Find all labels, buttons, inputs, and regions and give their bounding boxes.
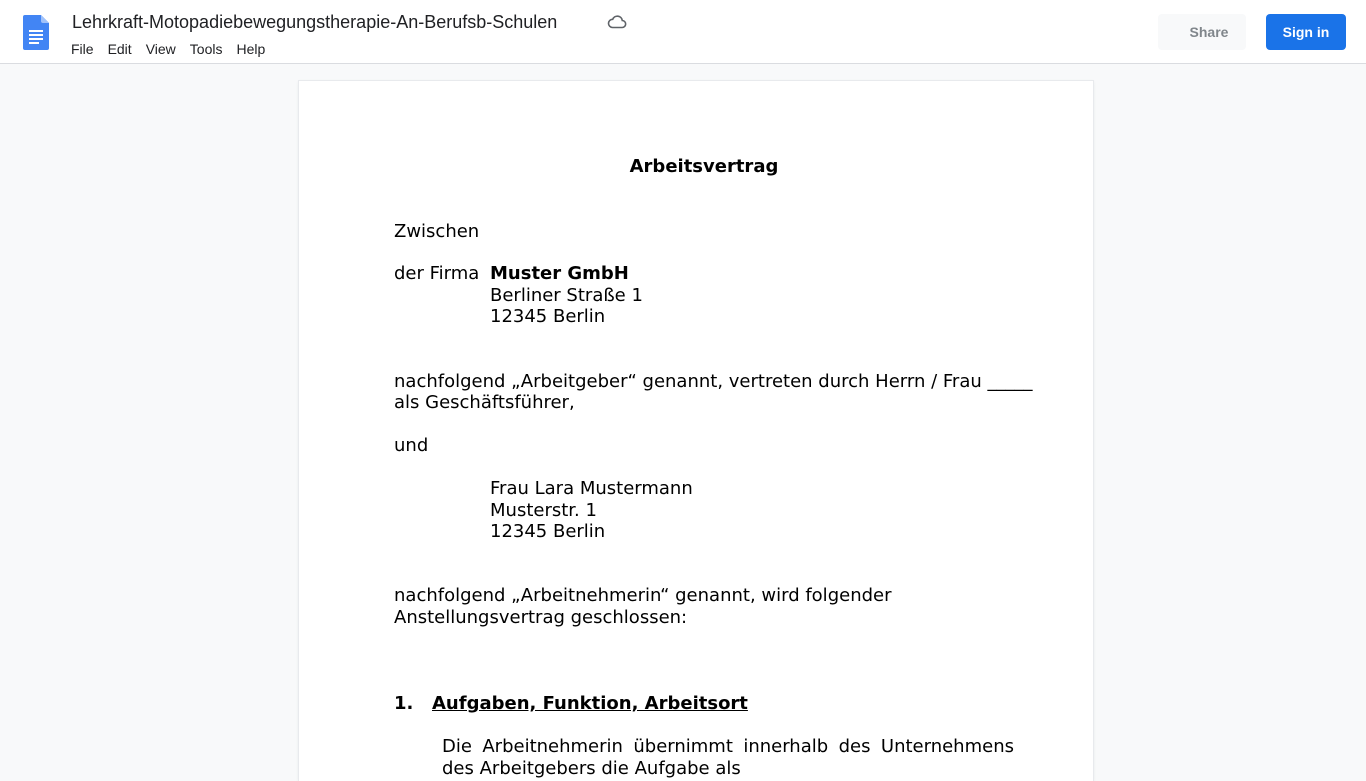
- share-button[interactable]: Share: [1158, 14, 1246, 50]
- menu-edit[interactable]: Edit: [107, 41, 132, 57]
- employee-description-line2: Anstellungsvertrag geschlossen:: [394, 607, 688, 628]
- company-name: Muster GmbH: [490, 263, 629, 284]
- employee-city: 12345 Berlin: [490, 521, 606, 542]
- company-label: der Firma: [394, 263, 480, 284]
- sign-in-button[interactable]: Sign in: [1266, 14, 1346, 50]
- section-1-number: 1.: [394, 693, 414, 714]
- employee-street: Musterstr. 1: [490, 500, 597, 521]
- menu-tools[interactable]: Tools: [189, 41, 223, 57]
- section-1-text: Die Arbeitnehmerin übernimmt innerhalb des Unternehmens des Arbeitgebers die Aufgabe als: [442, 736, 1014, 779]
- docs-logo-icon[interactable]: [23, 15, 49, 50]
- document-heading: Arbeitsvertrag: [629, 156, 779, 177]
- document-page[interactable]: [299, 81, 1093, 781]
- employer-description-line2: als Geschäftsführer,: [394, 392, 575, 413]
- employee-description-line1: nachfolgend „Arbeitnehmerin“ genannt, wird folgender: [394, 585, 892, 606]
- document-title[interactable]: Lehrkraft-Motopadiebewegungstherapie-An-Berufsb-Schulen: [72, 12, 558, 32]
- between-text: Zwischen: [394, 221, 480, 242]
- menu-file[interactable]: File: [71, 41, 94, 57]
- app-header: [0, 0, 1366, 64]
- menu-view[interactable]: View: [145, 41, 176, 57]
- employee-name: Frau Lara Mustermann: [490, 478, 693, 499]
- company-street: Berliner Straße 1: [490, 285, 643, 306]
- and-text: und: [394, 435, 429, 456]
- menu-help[interactable]: Help: [236, 41, 266, 57]
- cloud-saved-icon[interactable]: [607, 13, 627, 31]
- employer-description-line1: nachfolgend „Arbeitgeber“ genannt, vertreten durch Herrn / Frau _____: [394, 371, 1033, 392]
- company-city: 12345 Berlin: [490, 306, 606, 327]
- section-1-title: Aufgaben, Funktion, Arbeitsort: [432, 693, 748, 714]
- menu-bar: [64, 38, 272, 60]
